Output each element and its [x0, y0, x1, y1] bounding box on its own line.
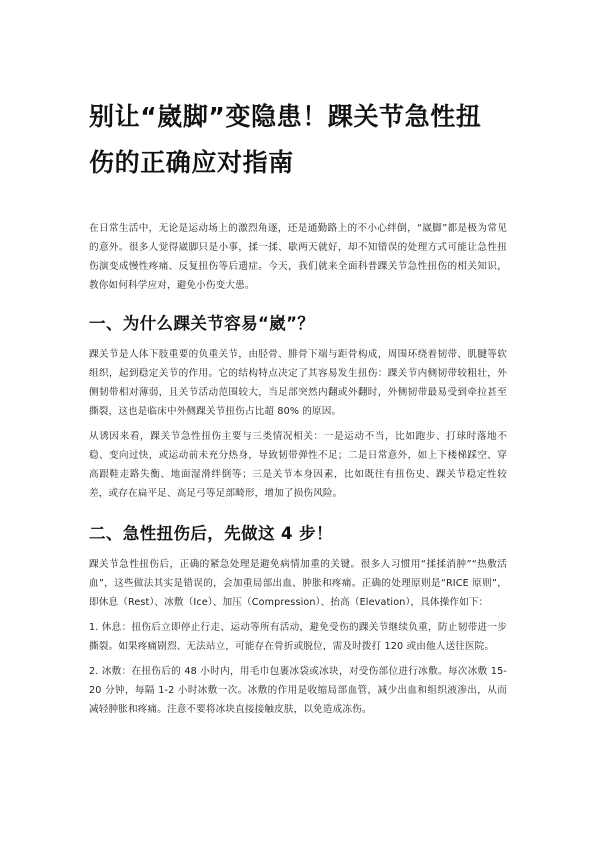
- section-heading-first-aid: 二、急性扭伤后，先做这 4 步！: [89, 524, 333, 543]
- section2-step-rest: 1. 休息：扭伤后立即停止行走、运动等所有活动，避免受伤的踝关节继续负重，防止韧带进一步撕裂。如果疼痛剧烈、无法站立，可能存在骨折或脱位，需及时拨打 120 或由他人送往医院。: [89, 622, 507, 652]
- section2-step-ice: 2. 冰敷：在扭伤后的 48 小时内，用毛巾包裹冰袋或冰块，对受伤部位进行冰敷。每次冰敷 15-20 分钟，每隔 1-2 小时冰敷一次。冰敷的作用是收缩局部血管，减少出血和组织液渗出，从而减轻肿胀和疼痛。注意不要将冰块直接接触皮肤，以免造成冻伤。: [89, 666, 507, 715]
- article-title: 别让“崴脚”变隐患！踝关节急性扭伤的正确应对指南: [89, 102, 482, 177]
- section2-paragraph-rice: 踝关节急性扭伤后，正确的紧急处理是避免病情加重的关键。很多人习惯用“揉揉消肿”“热敷活血”，这些做法其实是错误的，会加重局部出血、肿胀和疼痛。正确的处理原则是“RICE 原则”，即休息（Rest）、冰敷（Ice）、加压（Compression）、抬高（Elevation），具体操作如下：: [89, 559, 507, 608]
- section1-paragraph-causes: 从诱因来看，踝关节急性扭伤主要与三类情况相关：一是运动不当，比如跑步、打球时落地不稳、变向过快，或运动前未充分热身，导致韧带弹性不足；二是日常意外，如上下楼梯踩空、穿高跟鞋走路失衡、地面湿滑绊倒等；三是关节本身因素，比如既往有扭伤史、踝关节稳定性较差，或存在扁平足、高足弓等足部畸形，增加了损伤风险。: [89, 431, 507, 499]
- section-heading-why: 一、为什么踝关节容易“崴”？: [89, 314, 315, 333]
- intro-paragraph: 在日常生活中，无论是运动场上的激烈角逐，还是通勤路上的不小心绊倒，“崴脚”都是极为常见的意外。很多人觉得崴脚只是小事，揉一揉、歇两天就好，却不知错误的处理方式可能让急性扭伤演变成慢性疼痛、反复扭伤等后遗症。今天，我们就来全面科普踝关节急性扭伤的相关知识，教你如何科学应对，避免小伤变大患。: [89, 223, 507, 291]
- section1-paragraph-anatomy: 踝关节是人体下肢重要的负重关节，由胫骨、腓骨下端与距骨构成，周围环绕着韧带、肌腱等软组织，起到稳定关节的作用。它的结构特点决定了其容易发生扭伤：踝关节内侧韧带较粗壮，外侧韧带相对薄弱，且关节活动范围较大，当足部突然内翻或外翻时，外侧韧带最易受到牵拉甚至撕裂，这也是临床中外侧踝关节扭伤占比超 80% 的原因。: [89, 349, 507, 417]
